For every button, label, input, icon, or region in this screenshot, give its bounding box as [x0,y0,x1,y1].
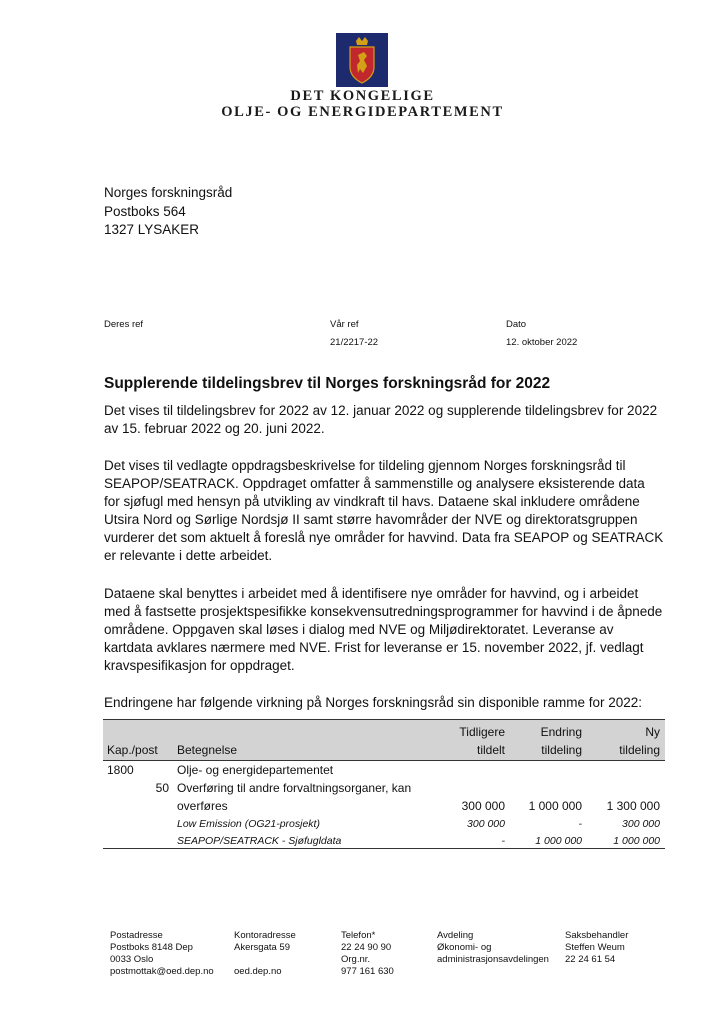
footer-saksbehandler-phone: 22 24 61 54 [565,954,616,965]
footer-postadresse-city: 0033 Oslo [110,954,154,965]
table-header [103,719,665,761]
footer-email[interactable]: postmottak@oed.dep.no [110,966,214,977]
footer-avdeling-label: Avdeling [437,930,474,941]
footer-postadresse [110,930,214,978]
footer-kontoradresse-blank [234,954,296,966]
footer-saksbehandler [565,930,628,966]
footer-saksbehandler-name: Steffen Weum [565,942,625,953]
footer-saksbehandler-label: Saksbehandler [565,930,629,941]
header-ny-line2: tildeling [619,743,660,757]
header-endring-line2: tildeling [541,743,582,757]
recipient-postbox: Postboks 564 [104,203,186,219]
org-name-line2: OLJE- OG ENERGIDEPARTEMENT [221,104,504,120]
letter-title: Supplerende tildelingsbrev til Norges forskningsråd for 2022 [104,375,551,392]
header-endring-line1: Endring [540,725,582,739]
header-tidligere-line1: Tidligere [459,725,505,739]
header-ny-line1: Ny [645,725,660,739]
recipient-city: 1327 LYSAKER [104,222,200,237]
footer-avdeling-line2: administrasjonsavdelingen [437,954,549,965]
paragraph-table-intro: Endringene har følgende virkning på Norges forskningsråd sin disponible ramme for 2022: [104,695,643,710]
post-tidligere: 300 000 [461,799,505,813]
sub-row-ny: 1 000 000 [613,835,660,847]
recipient-address [104,184,232,240]
footer-telefon-label: Telefon* [341,930,376,941]
sub-row-endring: 1 000 000 [535,835,582,847]
sub-row-tidligere: 300 000 [467,818,505,830]
dato-label: Dato [506,319,527,330]
header-kap-post: Kap./post [107,743,158,757]
footer-telefon-number: 22 24 90 90 [341,942,392,953]
deres-ref-label: Deres ref [104,319,144,330]
footer-kontoradresse [234,930,296,978]
sub-row-name: SEAPOP/SEATRACK - Sjøfugldata [177,835,342,847]
sub-row-tidligere: - [501,835,505,847]
footer-kontoradresse-label: Kontoradresse [234,930,296,941]
header-tidligere-line2: tildelt [476,743,505,757]
footer-postadresse-postbox: Postboks 8148 Dep [110,942,193,953]
var-ref-label: Vår ref [330,319,359,330]
paragraph-usage: Dataene skal benyttes i arbeidet med å identifisere nye områder for havvind, og i arbeidet med å fastsette prosjektspesifikke konsekvensutredningsprogrammer for havvind i de åpnede områdene. Oppgaven skal løses i dialog med NVE og Miljødirektoratet. Leveranse av kartdata avklares nærmere med NVE. Frist for leveranse er 15. november 2022, jf. vedlagt kravspesifikasjon for oppdraget. [104,586,663,674]
footer-postadresse-label: Postadresse [110,930,163,941]
post-number: 50 [155,781,169,795]
var-ref-value: 21/2217-22 [330,337,379,348]
paragraph-intro: Det vises til tildelingsbrev for 2022 av 12. januar 2022 og supplerende tildelingsbrev for 2022 av 15. februar 2022 og 20. juni 2022. [104,403,658,437]
sub-row-name: Low Emission (OG21-prosjekt) [177,818,320,830]
recipient-name: Norges forskningsråd [104,185,233,200]
sub-row-endring: - [578,818,582,830]
kap-name: Olje- og energidepartementet [177,763,334,777]
kap-number: 1800 [107,763,134,777]
footer-avdeling [437,930,549,966]
sub-row-ny: 300 000 [622,818,660,830]
post-endring: 1 000 000 [528,799,582,813]
footer-telefon [341,930,394,978]
table-bottom-rule [103,848,665,849]
dato-value: 12. oktober 2022 [506,337,578,348]
header-betegnelse: Betegnelse [177,743,238,757]
footer-orgnr-value: 977 161 630 [341,966,394,977]
footer-kontoradresse-street: Akersgata 59 [234,942,290,953]
org-name-line1: DET KONGELIGE [290,88,435,104]
post-name-line2: overføres [177,799,228,813]
footer-orgnr-label: Org.nr. [341,954,371,965]
paragraph-assignment: Det vises til vedlagte oppdragsbeskrivelse for tildeling gjennom Norges forskningsråd til SEAPOP/SEATRACK. Oppdraget omfatter å sammenstille og analysere eksisterende data for sjøfugl med hensyn på utvikling av vindkraft til havs. Dataene skal inkludere områdene Utsira Nord og Sørlige Nordsjø II samt større havområder der NVE og direktoratsgruppen vurderer det som aktuelt å foreslå nye områder for havvind. Data fra SEAPOP og SEATRACK er relevante i dette arbeidet. [104,458,664,564]
footer-avdeling-line1: Økonomi- og [437,942,492,953]
footer-website[interactable]: oed.dep.no [234,966,282,977]
coat-of-arms-icon [336,33,388,87]
post-name-line1: Overføring til andre forvaltningsorganer, kan [177,781,412,795]
post-ny: 1 300 000 [606,799,660,813]
